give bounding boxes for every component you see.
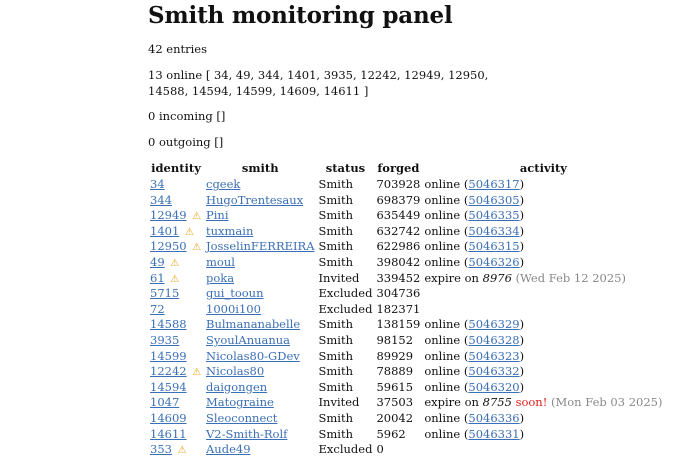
identity-link[interactable]: 12950: [150, 239, 187, 254]
activity-suffix: ): [519, 192, 525, 207]
identity-cell: [148, 411, 204, 427]
activity-suffix: ): [519, 348, 525, 363]
table-row: [148, 364, 664, 380]
smith-cell: [204, 177, 317, 193]
identity-cell: [148, 317, 204, 333]
forged-cell: 339452: [376, 270, 421, 285]
soon-warning: soon!: [515, 395, 548, 410]
incoming-list: 0 incoming []: [148, 109, 226, 123]
identity-cell: [148, 302, 204, 318]
expire-block: 8976: [482, 270, 512, 285]
activity-cell: [422, 224, 664, 240]
activity-suffix: ): [519, 364, 525, 379]
activity-cell: [422, 208, 664, 224]
identity-link[interactable]: 14611: [150, 426, 187, 441]
identity-cell: [148, 427, 204, 443]
activity-suffix: ): [519, 332, 525, 347]
forged-cell: 622986: [376, 239, 421, 254]
activity-suffix: ): [519, 223, 525, 238]
expire-block: 8755: [482, 395, 512, 410]
header-smith: smith: [241, 161, 279, 175]
smith-link[interactable]: cgeek: [206, 177, 241, 191]
identity-link[interactable]: 61: [150, 270, 165, 285]
status-cell: Smith: [318, 223, 353, 238]
block-link[interactable]: 5046323: [468, 348, 520, 363]
smith-link[interactable]: Nicolas80-GDev: [206, 348, 300, 363]
activity-status: online (: [424, 410, 469, 425]
status-cell: Smith: [318, 254, 353, 269]
forged-cell: 698379: [376, 192, 421, 207]
smith-link[interactable]: Nicolas80: [206, 364, 265, 379]
identity-link[interactable]: 1401: [150, 223, 180, 238]
status-cell: Smith: [318, 177, 353, 191]
smith-link[interactable]: Pini: [206, 208, 229, 223]
identity-cell: [148, 395, 204, 411]
table-row: [148, 193, 664, 209]
identity-link[interactable]: 49: [150, 254, 165, 269]
smith-cell: [204, 380, 317, 396]
identity-link[interactable]: 5715: [150, 286, 180, 301]
identity-cell: [148, 177, 204, 193]
block-link[interactable]: 5046331: [468, 426, 520, 441]
block-link[interactable]: 5046315: [468, 239, 520, 254]
identity-cell: [148, 333, 204, 349]
table-row: [148, 239, 664, 255]
smith-table: [148, 160, 664, 458]
identity-cell: [148, 271, 204, 287]
status-cell: Smith: [318, 364, 353, 379]
identity-link[interactable]: 14609: [150, 410, 187, 425]
table-row: [148, 411, 664, 427]
table-row: [148, 333, 664, 349]
identity-link[interactable]: 34: [150, 177, 165, 191]
activity-suffix: ): [519, 177, 525, 191]
identity-link[interactable]: 14599: [150, 348, 187, 363]
identity-link[interactable]: 12949: [150, 208, 187, 223]
table-row: [148, 395, 664, 411]
identity-cell: [148, 255, 204, 271]
identity-cell: [148, 193, 204, 209]
forged-cell: 703928: [376, 177, 421, 191]
table-row: [148, 255, 664, 271]
smith-link[interactable]: poka: [206, 270, 235, 285]
identity-cell: [148, 364, 204, 380]
smith-cell: [204, 333, 317, 349]
forged-cell: 98152: [376, 332, 414, 347]
activity-cell: [422, 177, 664, 193]
forged-cell: 138159: [376, 317, 421, 332]
block-link[interactable]: 5046320: [468, 379, 520, 394]
smith-link[interactable]: JosselinFERREIRA: [206, 239, 315, 254]
block-link[interactable]: 5046328: [468, 332, 520, 347]
status-cell: Excluded: [318, 286, 373, 301]
smith-link[interactable]: Matograine: [206, 395, 274, 410]
table-row: [148, 271, 664, 287]
warning-icon: ⚠: [184, 226, 194, 238]
activity-status: online (: [424, 254, 469, 269]
status-cell: Smith: [318, 379, 353, 394]
identity-cell: [148, 224, 204, 240]
expire-date: (Wed Feb 12 2025): [515, 270, 626, 285]
activity-suffix: ): [519, 410, 525, 425]
smith-cell: [204, 302, 317, 318]
table-row: [148, 442, 664, 458]
smith-link[interactable]: Bulmananabelle: [206, 317, 301, 332]
smith-link[interactable]: gui_tooun: [206, 286, 264, 301]
smith-link[interactable]: daigongen: [206, 379, 268, 394]
activity-cell: [422, 271, 664, 287]
forged-cell: 635449: [376, 208, 421, 223]
smith-link[interactable]: Sleoconnect: [206, 410, 278, 425]
warning-icon: ⚠: [170, 257, 180, 269]
activity-status: online (: [424, 348, 469, 363]
activity-status: online (: [424, 192, 469, 207]
smith-link[interactable]: tuxmain: [206, 223, 254, 238]
status-cell: Smith: [318, 317, 353, 332]
identity-link[interactable]: 14588: [150, 317, 187, 332]
status-cell: Excluded: [318, 442, 373, 457]
activity-cell: [422, 349, 664, 365]
activity-status: online (: [424, 426, 469, 441]
smith-cell: [204, 442, 317, 458]
warning-icon: ⚠: [177, 445, 187, 457]
page-title: Smith monitoring panel: [148, 2, 453, 29]
forged-cell: 20042: [376, 410, 414, 425]
smith-cell: [204, 395, 317, 411]
smith-link[interactable]: HugoTrentesaux: [206, 192, 304, 207]
outgoing-list: 0 outgoing []: [148, 135, 224, 149]
activity-cell: [422, 193, 664, 209]
status-cell: Invited: [318, 395, 360, 410]
smith-link[interactable]: SyoulAnuanua: [206, 332, 291, 347]
status-cell: Smith: [318, 348, 353, 363]
smith-cell: [204, 208, 317, 224]
activity-status: online (: [424, 379, 469, 394]
table-row: [148, 224, 664, 240]
header-activity: activity: [519, 161, 567, 175]
activity-cell: [422, 333, 664, 349]
status-cell: Smith: [318, 239, 353, 254]
forged-cell: 89929: [376, 348, 414, 363]
activity-cell: [422, 364, 664, 380]
status-cell: Smith: [318, 426, 353, 441]
table-row: [148, 302, 664, 318]
table-row: [148, 380, 664, 396]
status-cell: Smith: [318, 208, 353, 223]
identity-cell: [148, 208, 204, 224]
table-row: [148, 317, 664, 333]
forged-cell: 59615: [376, 379, 414, 394]
table-row: [148, 177, 664, 193]
header-forged: forged: [377, 161, 420, 175]
status-cell: Smith: [318, 332, 353, 347]
activity-status: online (: [424, 177, 469, 191]
block-link[interactable]: 5046317: [468, 177, 520, 191]
activity-status: online (: [424, 332, 469, 347]
table-body: [148, 177, 664, 458]
warning-icon: ⚠: [192, 211, 202, 223]
smith-cell: [204, 239, 317, 255]
table-row: [148, 427, 664, 443]
block-link[interactable]: 5046329: [468, 317, 520, 332]
block-link[interactable]: 5046335: [468, 208, 520, 223]
block-link[interactable]: 5046305: [468, 192, 520, 207]
identity-link[interactable]: 3935: [150, 332, 180, 347]
activity-cell: [422, 427, 664, 443]
identity-cell: [148, 286, 204, 302]
activity-status: online (: [424, 208, 469, 223]
forged-cell: 0: [376, 442, 384, 457]
warning-icon: ⚠: [170, 273, 180, 285]
table-row: [148, 286, 664, 302]
forged-cell: 5962: [376, 426, 406, 441]
header-status: status: [325, 161, 366, 175]
smith-cell: [204, 317, 317, 333]
activity-cell: [422, 395, 664, 411]
status-cell: Invited: [318, 270, 360, 285]
identity-link[interactable]: 353: [150, 442, 172, 457]
forged-cell: 78889: [376, 364, 414, 379]
activity-suffix: ): [519, 379, 525, 394]
activity-suffix: ): [519, 317, 525, 332]
activity-suffix: ): [519, 208, 525, 223]
block-link[interactable]: 5046334: [468, 223, 520, 238]
block-link[interactable]: 5046326: [468, 254, 520, 269]
activity-status: online (: [424, 239, 469, 254]
smith-cell: [204, 286, 317, 302]
table-header-row: [148, 160, 664, 177]
table-row: [148, 208, 664, 224]
smith-link[interactable]: 1000i100: [206, 301, 261, 316]
smith-cell: [204, 427, 317, 443]
status-cell: Excluded: [318, 301, 373, 316]
activity-suffix: ): [519, 239, 525, 254]
identity-cell: [148, 349, 204, 365]
activity-status: online (: [424, 364, 469, 379]
forged-cell: 632742: [376, 223, 421, 238]
smith-cell: [204, 349, 317, 365]
forged-cell: 398042: [376, 254, 421, 269]
smith-link[interactable]: Aude49: [206, 442, 251, 457]
smith-cell: [204, 411, 317, 427]
expire-label: expire on: [424, 395, 483, 410]
activity-cell: [422, 317, 664, 333]
online-list: 13 online [ 34, 49, 344, 1401, 3935, 12242, 12949, 12950, 14588, 14594, 14599, 14609, 14611 ]: [148, 68, 489, 98]
activity-suffix: ): [519, 254, 525, 269]
header-identity: identity: [151, 161, 201, 175]
activity-status: online (: [424, 317, 469, 332]
activity-suffix: ): [519, 426, 525, 441]
activity-cell: [422, 380, 664, 396]
block-link[interactable]: 5046336: [468, 410, 520, 425]
smith-link[interactable]: moul: [206, 254, 235, 269]
identity-link[interactable]: 72: [150, 301, 165, 316]
smith-cell: [204, 271, 317, 287]
identity-link[interactable]: 1047: [150, 395, 180, 410]
activity-cell: [422, 255, 664, 271]
identity-link[interactable]: 12242: [150, 364, 187, 379]
activity-cell: [422, 411, 664, 427]
entries-count: 42 entries: [148, 42, 208, 56]
smith-cell: [204, 224, 317, 240]
identity-link[interactable]: 14594: [150, 379, 187, 394]
warning-icon: ⚠: [192, 367, 202, 379]
identity-link[interactable]: 344: [150, 192, 172, 207]
forged-cell: 182371: [376, 301, 421, 316]
activity-cell: [422, 239, 664, 255]
smith-cell: [204, 364, 317, 380]
activity-cell: [422, 442, 664, 458]
activity-cell: [422, 302, 664, 318]
status-cell: Smith: [318, 192, 353, 207]
status-cell: Smith: [318, 410, 353, 425]
identity-cell: [148, 442, 204, 458]
expire-label: expire on: [424, 270, 483, 285]
expire-date: (Mon Feb 03 2025): [551, 395, 663, 410]
smith-cell: [204, 255, 317, 271]
identity-cell: [148, 239, 204, 255]
smith-cell: [204, 193, 317, 209]
block-link[interactable]: 5046332: [468, 364, 520, 379]
activity-status: online (: [424, 223, 469, 238]
forged-cell: 37503: [376, 395, 414, 410]
smith-link[interactable]: V2-Smith-Rolf: [206, 426, 288, 441]
warning-icon: ⚠: [192, 242, 202, 254]
forged-cell: 304736: [376, 286, 421, 301]
table-row: [148, 349, 664, 365]
activity-cell: [422, 286, 664, 302]
identity-cell: [148, 380, 204, 396]
